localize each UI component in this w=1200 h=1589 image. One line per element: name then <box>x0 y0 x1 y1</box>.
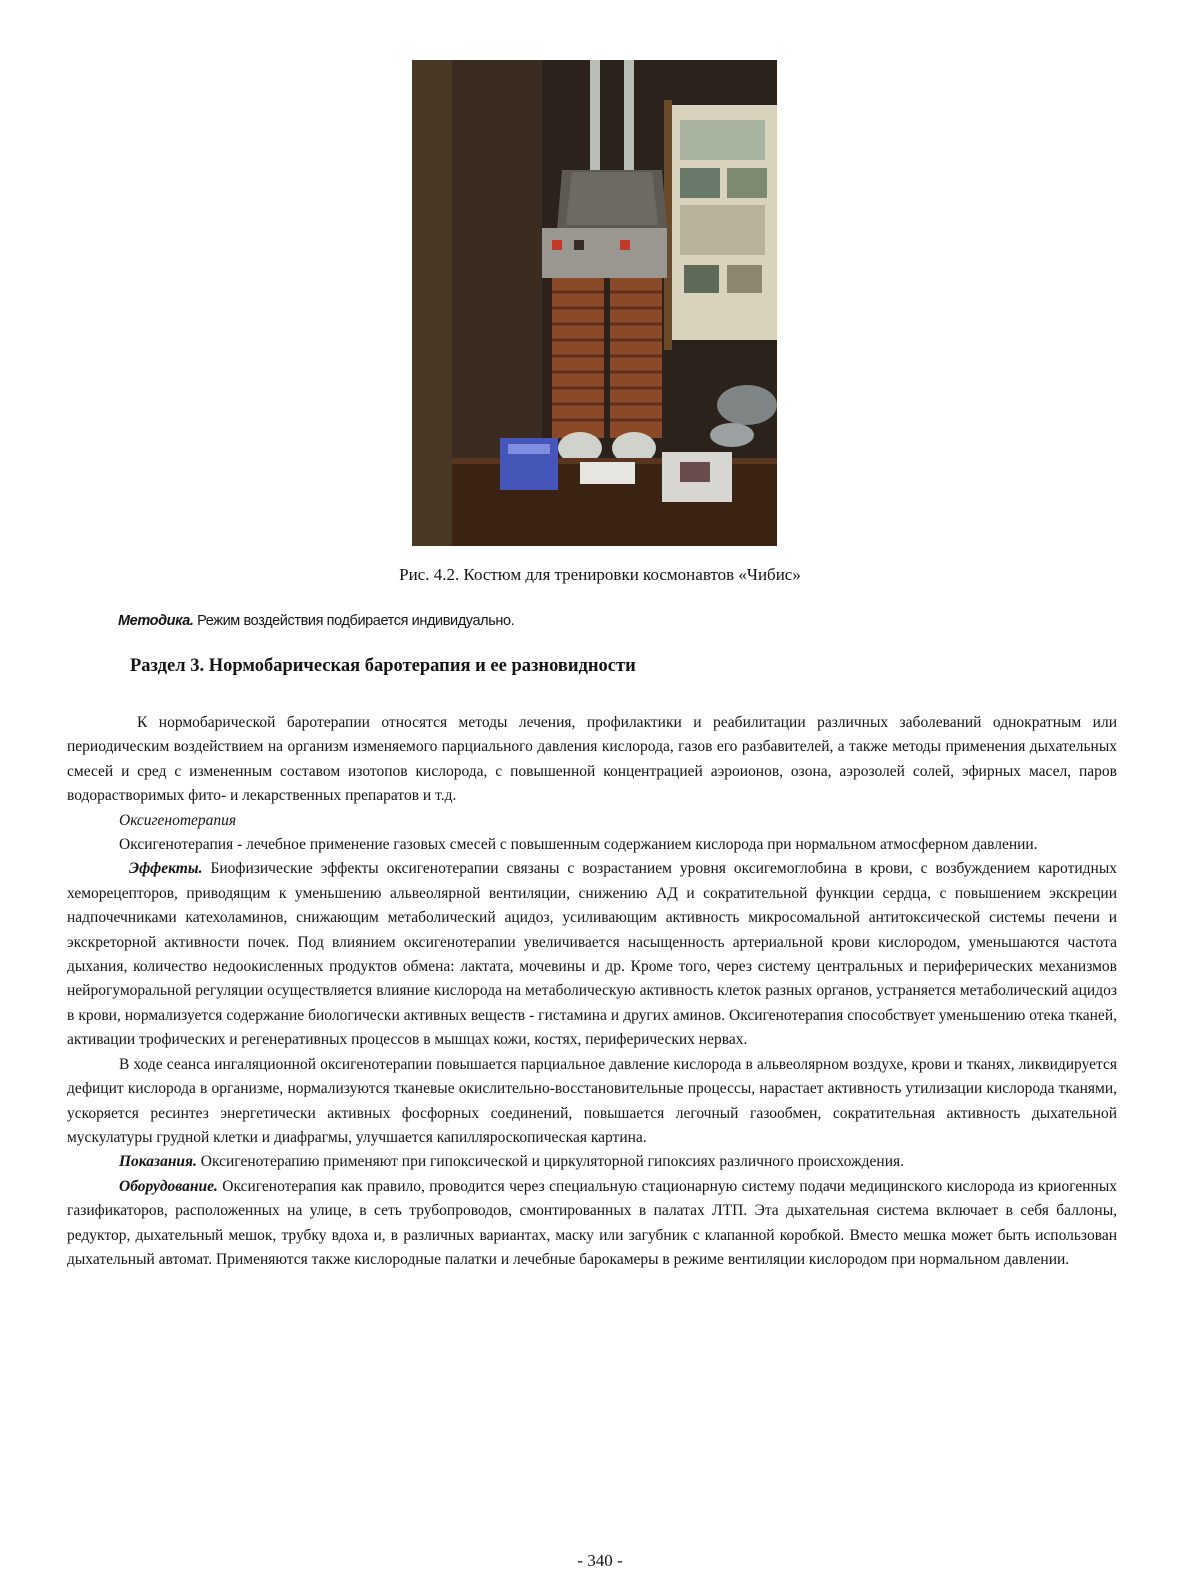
figure-caption: Рис. 4.2. Костюм для тренировки космонавтов «Чибис» <box>399 565 801 584</box>
metodika-text: Режим воздействия подбирается индивидуально. <box>193 613 515 629</box>
intro-paragraph: К нормобарической баротерапии относятся методы лечения, профилактики и реабилитации различных заболеваний однократным или периодическим воздействием на организм изменяемого парциального давления кислорода, газов его разбавителей, а также методы применения дыхательных смесей и сред с измененным составом изотопов кислорода, с повышенной концентрацией аэроионов, озона, аэрозолей солей, эфирных масел, паров водорастворимых фито- и лекарственных препаратов и т.д. <box>67 714 1117 805</box>
indications-text: Оксигенотерапию применяют при гипоксической и циркуляторной гипоксиях различного происхождения. <box>196 1153 905 1171</box>
metodika-line <box>118 613 514 629</box>
chibis-suit-photo <box>412 60 777 546</box>
indications-paragraph <box>67 1150 1117 1174</box>
effects-paragraph <box>67 857 1117 1052</box>
indications-term: Показания. <box>119 1153 197 1171</box>
oxygenotherapy-heading: Оксигенотерапия <box>119 811 237 829</box>
section-title: Раздел 3. Нормобарическая баротерапия и ее разновидности <box>130 656 636 676</box>
effects-term: Эффекты. <box>129 860 203 878</box>
body-text <box>67 711 1117 1272</box>
equipment-text: Оксигенотерапия как правило, проводится через специальную стационарную систему подачи медицинского кислорода из криогенных газификаторов, расположенных на улице, в сеть трубопроводов, смонтированных в палатах ЛТП. Эта дыхательная система включает в себя баллоны, редуктор, дыхательный мешок, трубку вдоха и, в различных вариантах, маску или загубник с клапанной коробкой. Вместо мешка может быть использован дыхательный автомат. Применяются также кислородные палатки и лечебные барокамеры в режиме вентиляции кислородом при нормальном давлении. <box>67 1177 1117 1268</box>
page-number: - 340 - <box>577 1551 623 1570</box>
session-paragraph: В ходе сеанса ингаляционной оксигенотерапии повышается парциальное давление кислорода в альвеолярном воздухе, крови и тканях, ликвидируется дефицит кислорода в организме, нормализуются тканевые окислительно-восстановительные процессы, нарастает активность утилизации кислорода тканями, ускоряется ресинтез энергетически активных фосфорных соединений, повышается легочный газообмен, сократительная активность дыхательной мускулатуры грудной клетки и диафрагмы, улучшается капилляроскопическая картина. <box>67 1055 1117 1146</box>
equipment-term: Оборудование. <box>119 1177 218 1195</box>
metodika-term: Методика. <box>118 613 194 629</box>
equipment-paragraph <box>67 1175 1117 1273</box>
oxygenotherapy-definition: Оксигенотерапия - лечебное применение газовых смесей с повышенным содержанием кислорода при нормальном атмосферном давлении. <box>119 836 1038 854</box>
effects-text: Биофизические эффекты оксигенотерапии связаны с возрастанием уровня оксигемоглобина в крови, с возбуждением каротидных хеморецепторов, приводящим к уменьшению альвеолярной вентиляции, снижению АД и сократительной функции сердца, с повышением экскреции надпочечниками катехоламинов, снижающим метаболический ацидоз, усиливающим активность микросомальной антитоксической системы печени и экскреторной активности почек. Под влиянием оксигенотерапии увеличивается насыщенность артериальной крови кислородом, уменьшаются частота дыхания, количество недоокисленных продуктов обмена: лактата, мочевины и др. Кроме того, через систему центральных и периферических механизмов нейрогуморальной регуляции осуществляется влияние кислорода на метаболическую активность клеток разных органов, устраняется метаболический ацидоз в крови, нормализуется содержание биологически активных веществ - гистамина и других аминов. Оксигенотерапия способствует уменьшению отека тканей, активации трофических и регенеративных процессов в мышцах кожи, костях, периферических нервах. <box>67 860 1117 1049</box>
